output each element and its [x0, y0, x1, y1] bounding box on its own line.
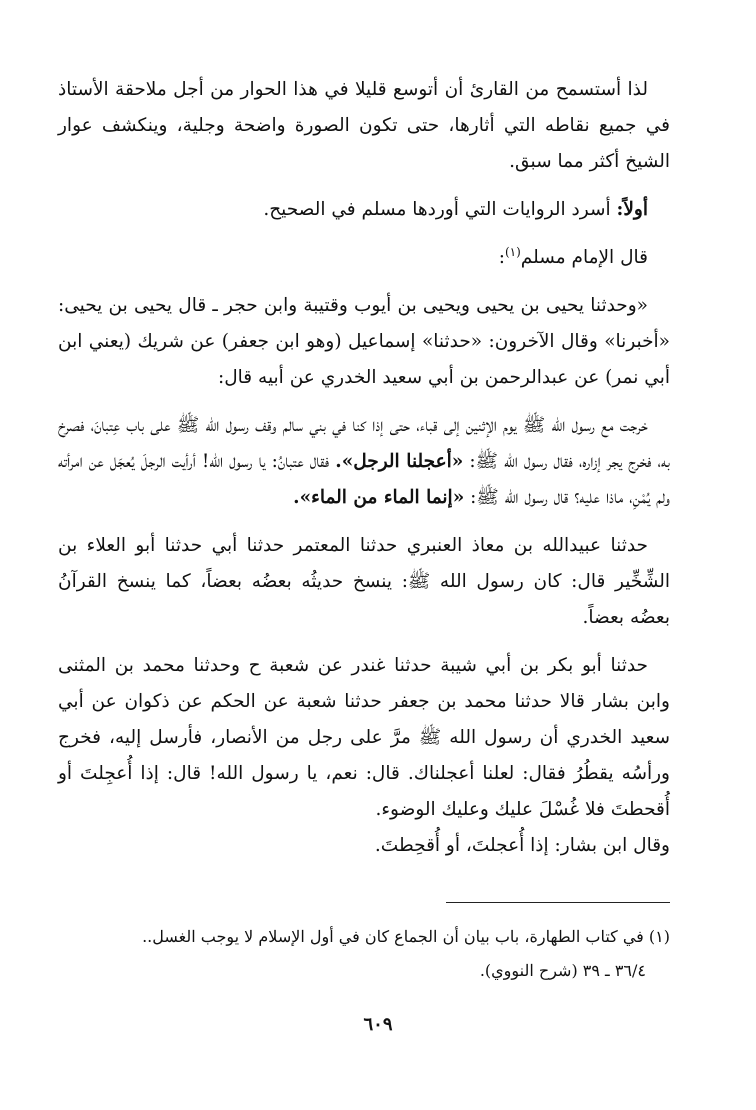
first-text: أسرد الروايات التي أوردها مسلم في الصحيح. — [263, 199, 611, 220]
footnote-ref: (١) — [504, 244, 521, 259]
footnote-line-2: ٣٦/٤ ـ ٣٩ (شرح النووي). — [479, 961, 646, 980]
hadith1-bold-2: «إنما الماء من الماء». — [293, 487, 465, 508]
imam-text: قال الإمام مسلم — [520, 247, 648, 268]
footnote-divider — [446, 902, 670, 903]
hadith-paragraph-1 — [58, 408, 670, 516]
first-point — [58, 192, 670, 228]
hadith-paragraph-3 — [58, 648, 670, 864]
intro-paragraph: لذا أستسمح من القارئ أن أتوسع قليلا في هذا الحوار من أجل ملاحقة الأستاذ في جميع نقاطه التي أثارها، حتى تكون الصورة واضحة وجلية، وينكشف عوار الشيخ أكثر مما سبق. — [58, 79, 670, 172]
hadith1-part-a: خرجت مع رسول الله ﷺ يوم الإثنين إلى قباء، حتى إذا كنا في بني سالم وقف رسول الله ﷺ على باب عِتبانَ، فصرخ به، فخرج يجر إزاره، فقال رسول الله ﷺ: — [58, 415, 670, 472]
imam-line — [58, 240, 670, 276]
hadith1-part-b: فقال عتبانُ: يا رسول الله! أرأيت الرجلَ يُعجَل عن امرأته ولم يُمْنِ، ماذا عليه؟ قال رسول الله ﷺ: — [58, 451, 670, 508]
footnote — [58, 920, 670, 988]
footnote-line-1: (١) في كتاب الطهارة، باب بيان أن الجماع كان في أول الإسلام لا يوجب الغسل.. — [142, 927, 670, 946]
hadith3-text: حدثنا أبو بكر بن أبي شيبة حدثنا غندر عن شعبة ح وحدثنا محمد بن المثنى وابن بشار قالا حدثنا محمد بن جعفر حدثنا شعبة عن الحكم عن ذكوان عن أبي سعيد الخدري أن رسول الله ﷺ مرَّ على رجل من الأنصار، فأرسل إليه، فخرج ورأسُه يقطُرُ فقال: لعلنا أعجلناك. قال: نعم، يا رسول الله! قال: إذا أُعجِلتَ أو أُقحطتَ فلا غُسْلَ عليك وعليك الوضوء. — [58, 655, 670, 820]
hadith3-end: وقال ابن بشار: إذا أُعجلتَ، أو أُقحِطتَ. — [374, 835, 670, 856]
first-label: أولاً: — [616, 199, 648, 220]
hadith1-bold-1: «أعجلنا الرجل». — [335, 451, 464, 472]
imam-colon: : — [498, 247, 505, 268]
main-text — [58, 72, 670, 876]
page-number: ٦٠٩ — [363, 1014, 393, 1035]
isnad-paragraph: «وحدثنا يحيى بن يحيى ويحيى بن أيوب وقتيبة وابن حجر ـ قال يحيى بن يحيى: «أخبرنا» وقال الآخرون: «حدثنا» إسماعيل (وهو ابن جعفر) عن شريك (يعني ابن أبي نمر) عن عبدالرحمن بن أبي سعيد الخدري عن أبيه قال: — [58, 295, 670, 388]
hadith-paragraph-2: حدثنا عبيدالله بن معاذ العنبري حدثنا المعتمر حدثنا أبي حدثنا أبو العلاء بن الشِّخِّير قال: كان رسول الله ﷺ: ينسخ حديثُه بعضُه بعضاً، كما ينسخ القرآنُ بعضُه بعضاً. — [58, 535, 670, 628]
